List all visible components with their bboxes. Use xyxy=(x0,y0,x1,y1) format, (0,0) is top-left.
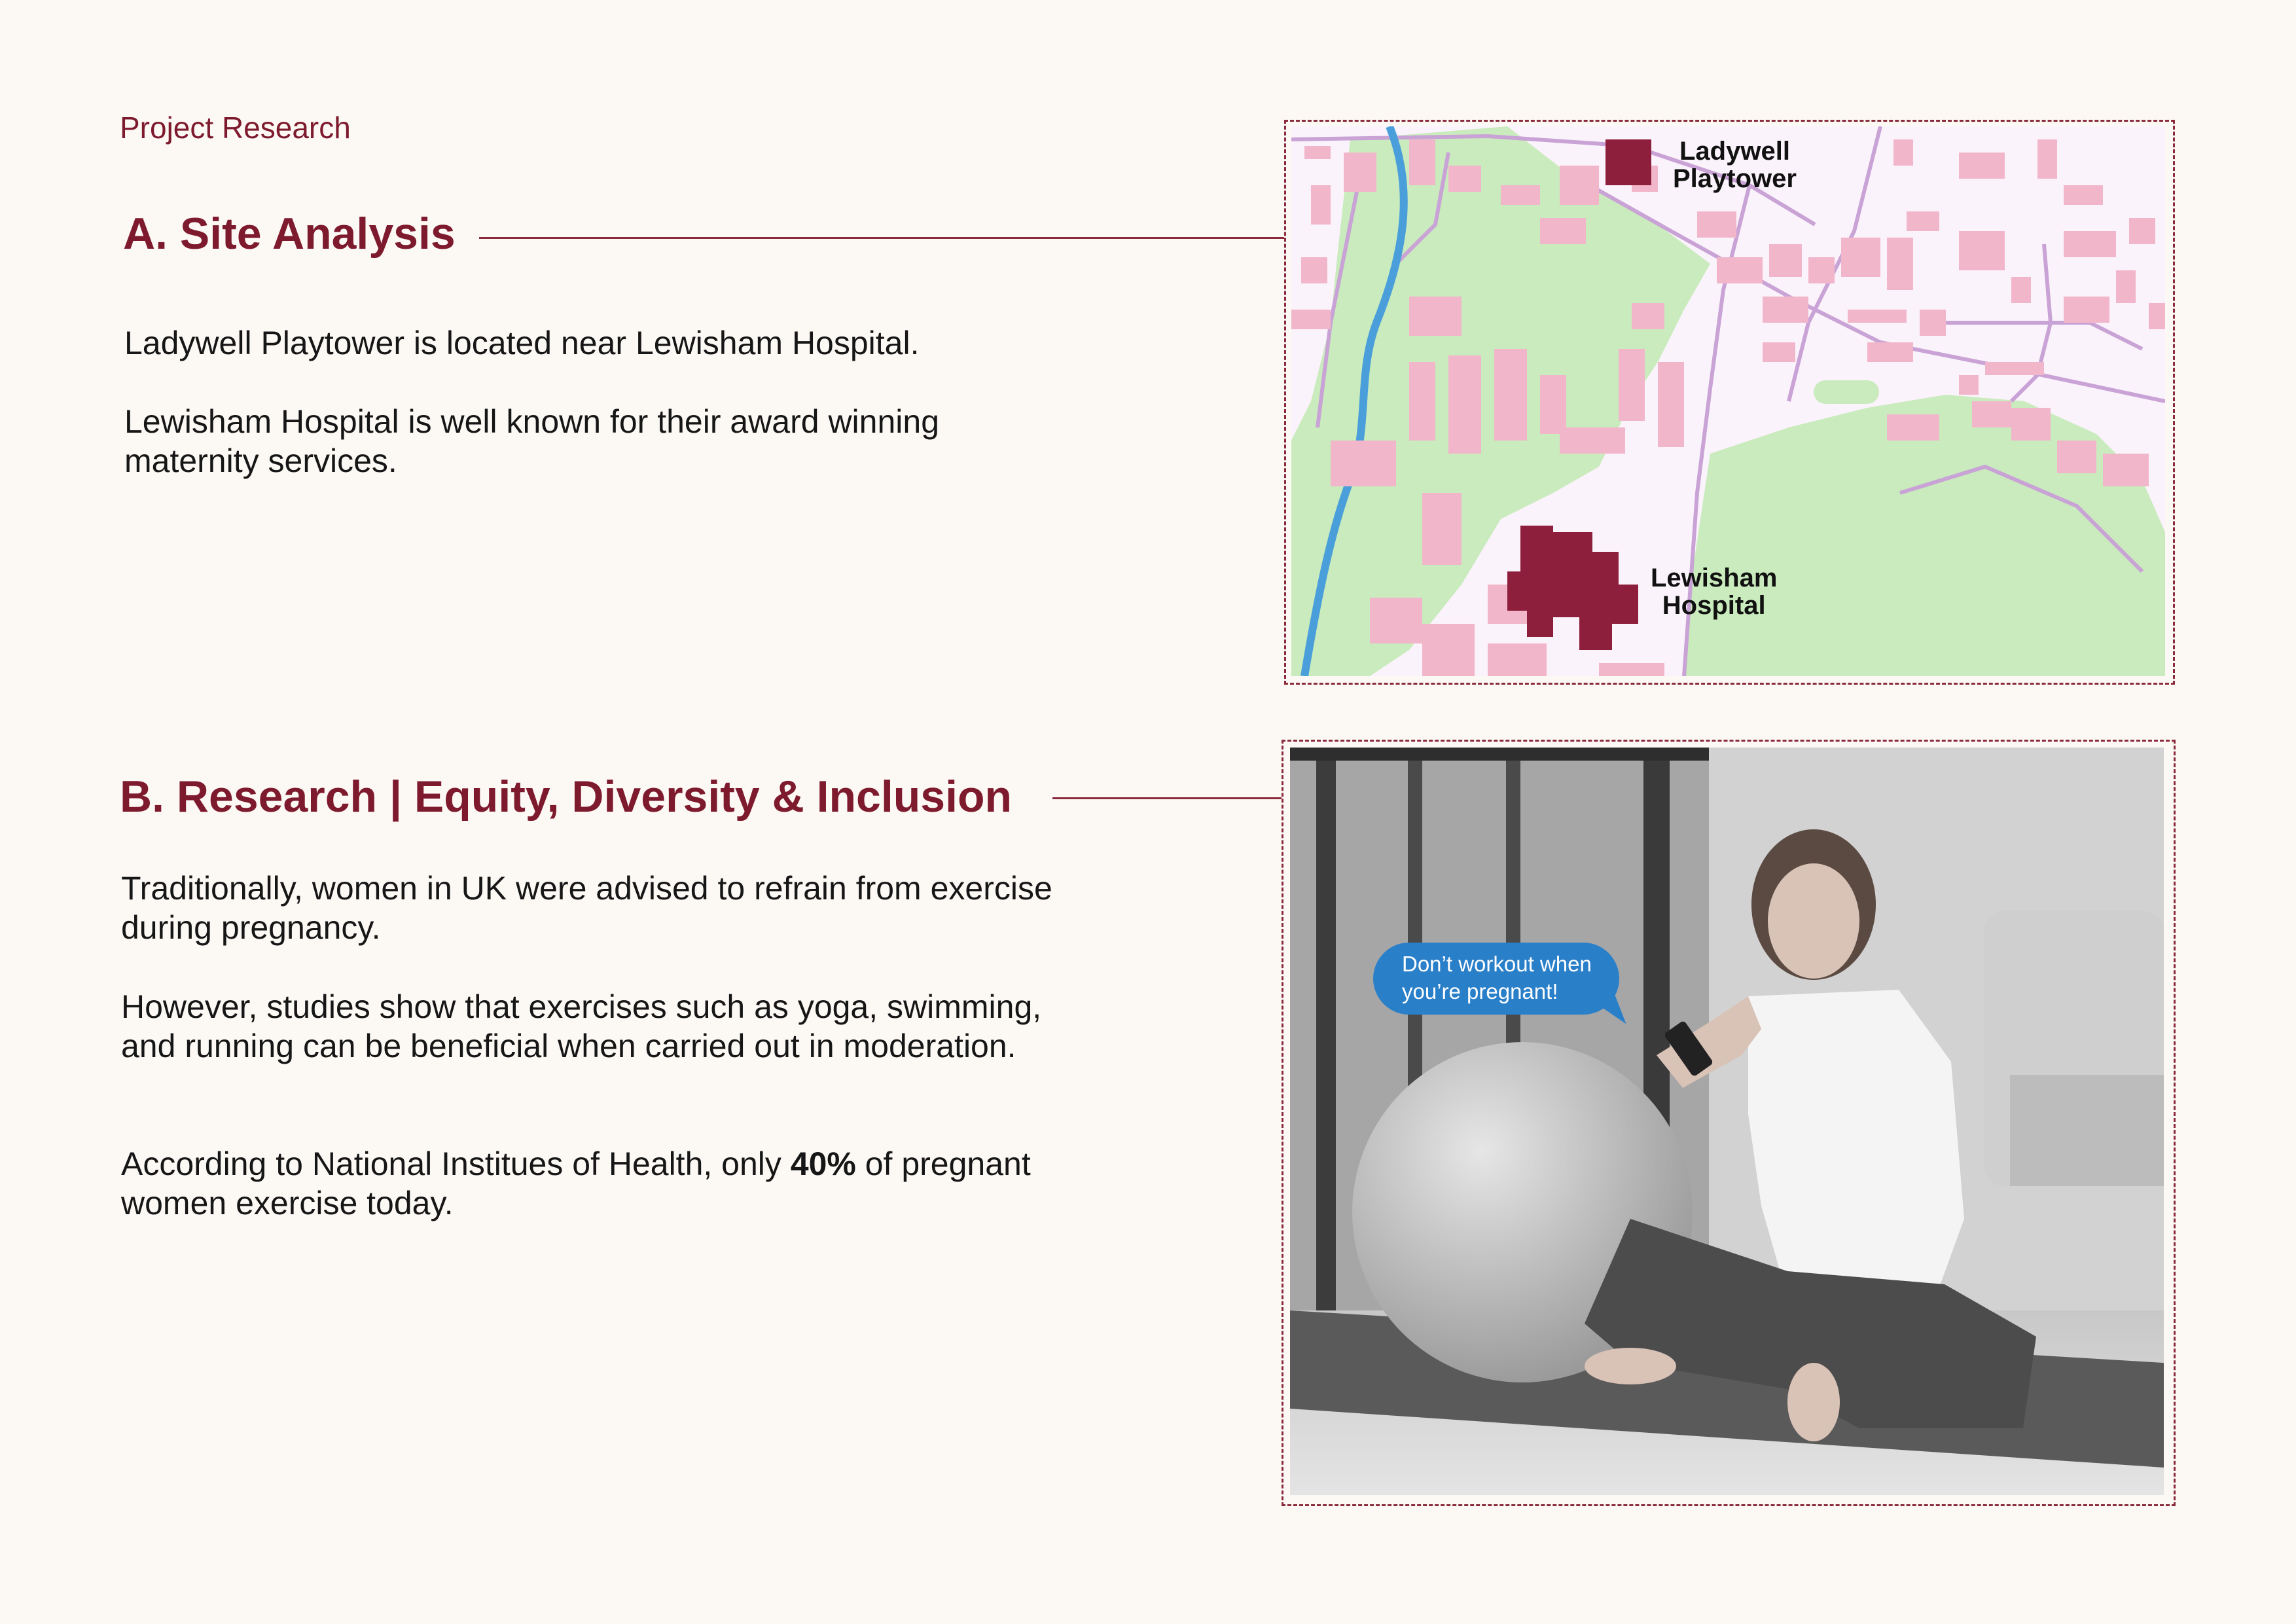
pregnant-woman-exercise-photo xyxy=(1290,748,2164,1495)
research-paragraph-3-prefix: According to National Institues of Health, only xyxy=(121,1146,791,1182)
site-analysis-connector-line xyxy=(479,237,1284,239)
research-connector-line xyxy=(1052,797,1282,799)
woman-torso xyxy=(1748,990,1964,1297)
research-heading: B. Research | Equity, Diversity & Inclusion xyxy=(120,772,1013,821)
research-paragraph-3 xyxy=(121,1144,1070,1223)
statistic-highlight: 40% xyxy=(790,1146,856,1182)
lewisham-label-line2: Hospital xyxy=(1662,591,1766,620)
ladywell-playtower-marker xyxy=(1605,139,1651,185)
lewisham-hospital-label xyxy=(1651,564,1777,619)
speech-bubble xyxy=(1373,943,1619,1015)
site-analysis-heading: A. Site Analysis xyxy=(123,209,456,259)
speech-bubble-line1: Don’t workout when xyxy=(1402,952,1592,976)
research-paragraph-1: Traditionally, women in UK were advised to refrain from exercise during pregnancy. xyxy=(121,870,1052,946)
ladywell-label-line2: Playtower xyxy=(1673,164,1797,193)
woman-foot-right xyxy=(1787,1363,1840,1441)
ladywell-label-line1: Ladywell xyxy=(1679,137,1790,166)
woman-foot-left xyxy=(1585,1348,1676,1384)
woman-face xyxy=(1768,863,1859,979)
page-eyebrow: Project Research xyxy=(120,111,351,145)
lewisham-label-line1: Lewisham xyxy=(1651,564,1778,592)
research-paragraph-3-suffix: of pregnant women exercise today. xyxy=(121,1146,1031,1221)
site-analysis-paragraph-1: Ladywell Playtower is located near Lewisham Hospital. xyxy=(124,325,920,361)
speech-bubble-line2: you’re pregnant! xyxy=(1402,979,1558,1003)
park-patch xyxy=(1814,380,1879,404)
site-analysis-paragraph-2: Lewisham Hospital is well known for their award winning maternity services. xyxy=(124,403,939,479)
ladywell-playtower-label xyxy=(1673,137,1797,192)
research-paragraph-2: However, studies show that exercises such as yoga, swimming, and running can be beneficial when carried out in moderation. xyxy=(121,988,1042,1064)
